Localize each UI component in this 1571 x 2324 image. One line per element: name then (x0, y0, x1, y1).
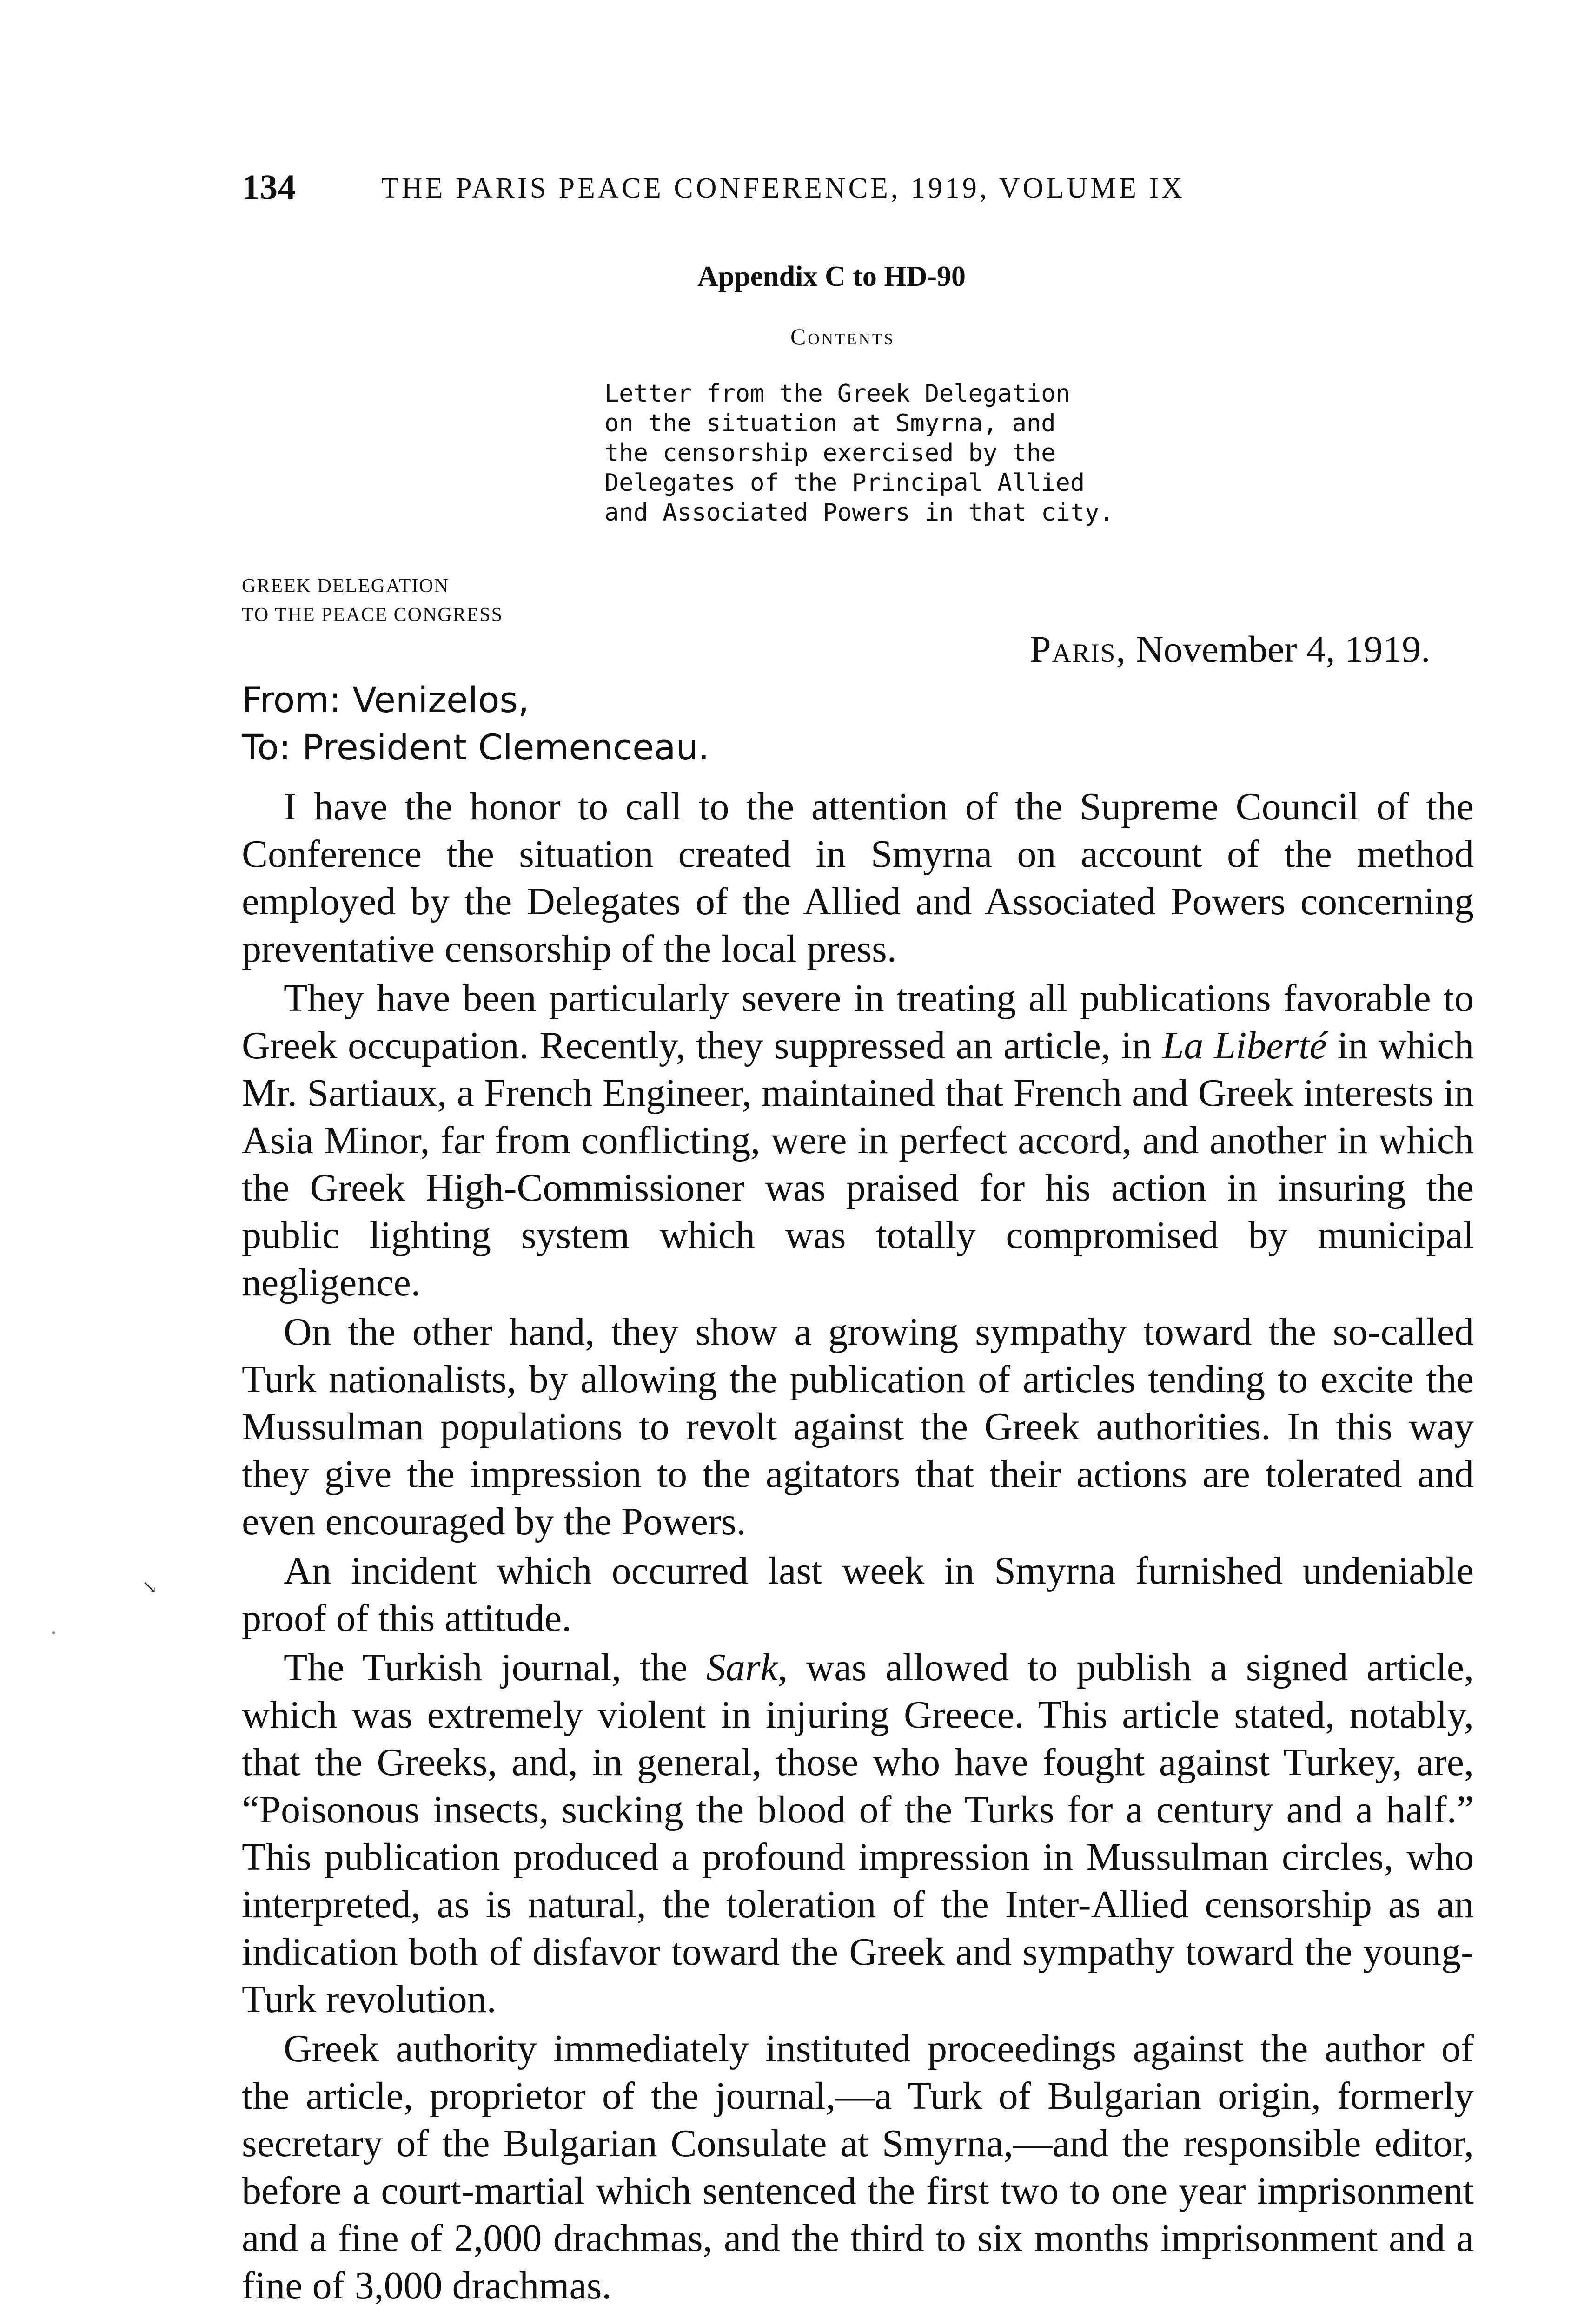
contents-line: and Associated Powers in that city. (604, 499, 1114, 527)
from-line: From: Venizelos, (242, 679, 530, 720)
paragraph-text: , was allowed to publish a signed article, which was extremely violent in injuring Greece. This article stated, notably, that the Greeks, and, in general, those who have fought against Turkey, are, “Poisonous insects, sucking the blood of the Turks for a century and a half.” This publication produced a profound impression in Mussulman circles, who interpreted, as is natural, the toleration of the Inter-Allied censorship as an indication both of disfavor toward the Greek and sympathy toward the young-Turk revolution. (242, 1646, 1474, 2021)
paragraph-text: in which Mr. Sartiaux, a French Engineer, maintained that French and Greek interests in Asia Minor, far from conflicting, were in perfect accord, and another in which the Greek High-Commissioner was praised for his action in insuring the public lighting system which was totally compromised by municipal negligence. (242, 1024, 1474, 1304)
to-line: To: President Clemenceau. (242, 726, 709, 768)
running-title: THE PARIS PEACE CONFERENCE, 1919, VOLUME IX (381, 172, 1185, 204)
contents-line: Delegates of the Principal Allied (604, 469, 1085, 497)
paragraph-text: I have the honor to call to the attention of the Supreme Council of the Conference the situation created in Smyrna on account of the method employed by the Delegates of the Allied and Associated Powers concerning preventative censorship of the local press. (242, 785, 1474, 971)
letterhead (242, 572, 503, 629)
contents-line: the censorship exercised by the (604, 439, 1056, 467)
paragraph (242, 1547, 1474, 1642)
paragraph (242, 975, 1474, 1307)
page-number: 134 (242, 168, 296, 207)
scan-speck (52, 1631, 55, 1634)
contents-summary (604, 379, 1279, 528)
paragraph (242, 1644, 1474, 2023)
paragraph (242, 1308, 1474, 1545)
address-block (242, 676, 709, 771)
letterhead-line: TO THE PEACE CONGRESS (242, 604, 504, 626)
dateline (1030, 627, 1431, 671)
dateline-place: Paris, (1030, 628, 1127, 670)
dateline-date: November 4, 1919. (1136, 628, 1431, 670)
paragraph (242, 2025, 1474, 2310)
contents-heading: Contents (790, 324, 895, 350)
letter-body (242, 783, 1474, 2311)
newspaper-title: Sark (706, 1646, 778, 1689)
running-head (242, 167, 1330, 214)
paragraph-text: Greek authority immediately instituted proceedings against the author of the article, proprietor of the journal,—a Turk of Bulgarian origin, formerly secretary of the Bulgarian Consulate at Smyrna,—and the responsible editor, before a court-martial which sentenced the first two to one year imprisonment and a fine of 2,000 drachmas, and the third to six months imprisonment and a fine of 3,000 drachmas. (242, 2027, 1474, 2307)
letterhead-line: GREEK DELEGATION (242, 575, 450, 597)
margin-mark-icon: ↘ (142, 1577, 158, 1598)
contents-line: on the situation at Smyrna, and (604, 409, 1056, 437)
contents-line: Letter from the Greek Delegation (604, 380, 1070, 408)
appendix-title: Appendix C to HD-90 (697, 261, 966, 292)
newspaper-title: La Liberté (1162, 1024, 1327, 1067)
paragraph-text: An incident which occurred last week in Smyrna furnished undeniable proof of this attitude. (242, 1549, 1474, 1640)
paragraph (242, 783, 1474, 973)
paragraph-text: The Turkish journal, the (284, 1646, 706, 1689)
paragraph-text: They have been particularly severe in treating all publications favorable to Greek occupation. Recently, they suppressed an article, in (242, 977, 1474, 1067)
paragraph-text: On the other hand, they show a growing sympathy toward the so-called Turk nationalists, by allowing the publication of articles tending to excite the Mussulman populations to revolt against the Greek authorities. In this way they give the impression to the agitators that their actions are tolerated and even encouraged by the Powers. (242, 1310, 1474, 1543)
